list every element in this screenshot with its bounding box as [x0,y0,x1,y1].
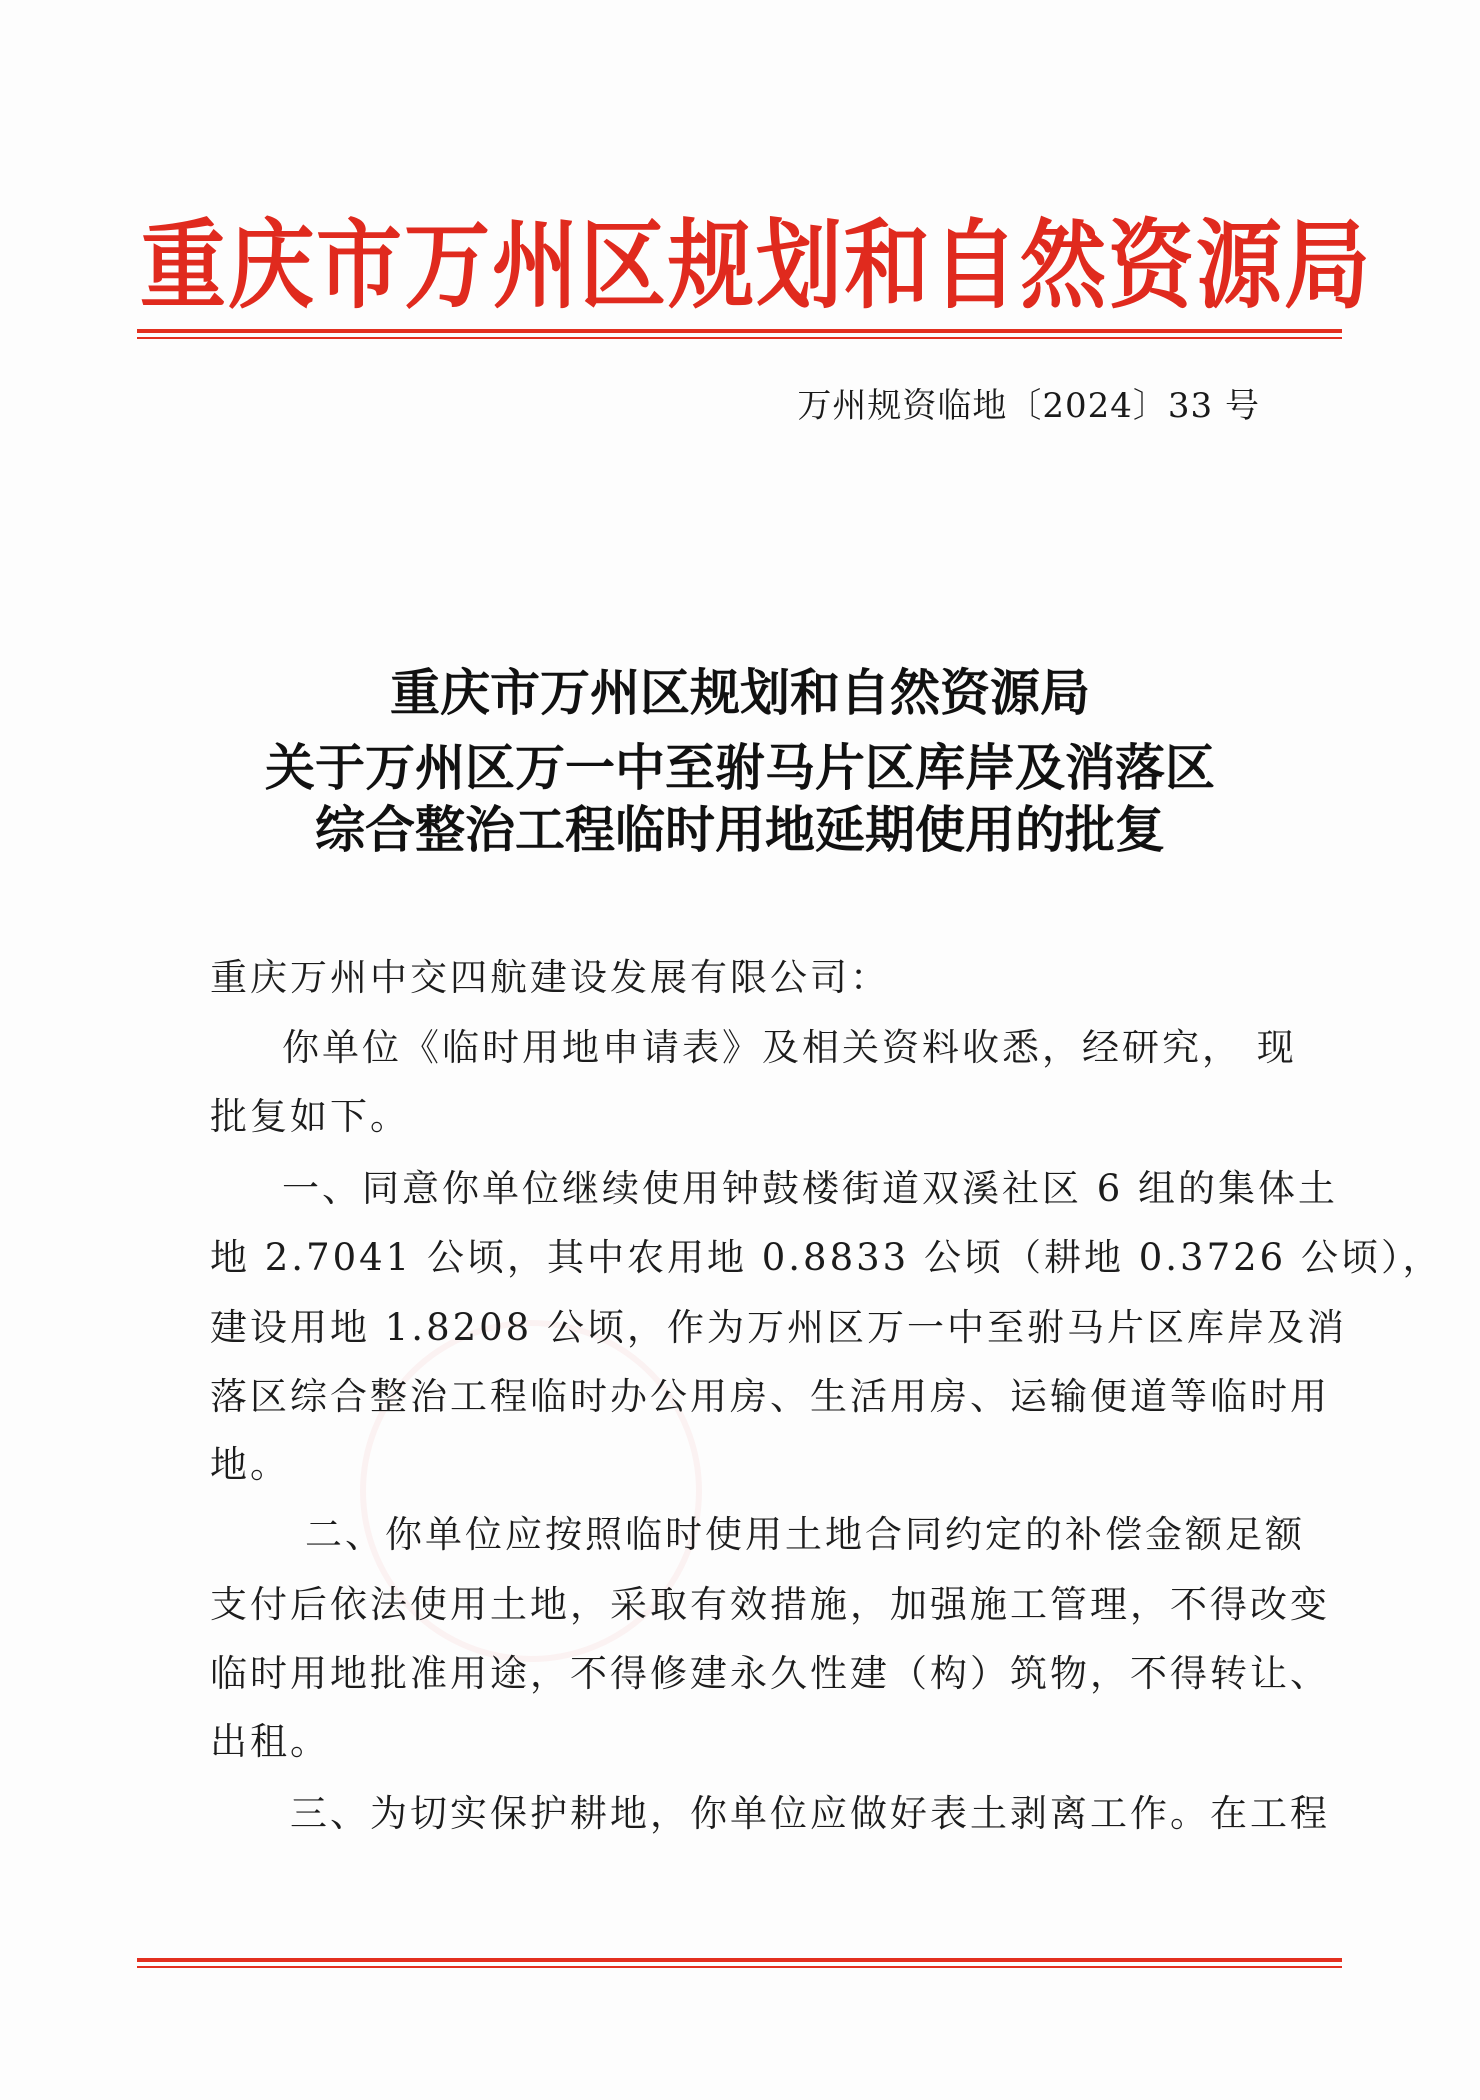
bottom-red-rule-thin [137,1966,1342,1968]
body-line: 一、同意你单位继续使用钟鼓楼街道双溪社区 6 组的集体土 [282,1167,1339,1210]
document-title-line-2: 关于万州区万一中至驸马片区库岸及消落区 [265,738,1215,797]
body-line: 建设用地 1.8208 公顷，作为万州区万一中至驸马片区库岸及消 [210,1306,1347,1349]
body-line: 你单位《临时用地申请表》及相关资料收悉，经研究， 现 [282,1026,1297,1069]
body-line: 地。 [210,1443,290,1486]
bottom-red-rule [137,1958,1342,1962]
body-line: 出租。 [210,1720,330,1763]
body-line: 地 2.7041 公顷，其中农用地 0.8833 公顷（耕地 0.3726 公顷）， [210,1236,1443,1279]
body-line: 批复如下。 [210,1095,410,1138]
letterhead-title: 重庆市万州区规划和自然资源局 [140,210,1372,323]
body-line: 落区综合整治工程临时办公用房、生活用房、运输便道等临时用 [210,1375,1330,1418]
document-title-line-1: 重庆市万州区规划和自然资源局 [390,663,1090,722]
document-title-line-3: 综合整治工程临时用地延期使用的批复 [315,800,1165,859]
top-red-rule-thin [137,337,1342,339]
body-line: 支付后依法使用土地，采取有效措施，加强施工管理，不得改变 [210,1583,1330,1626]
top-red-rule [137,329,1342,333]
body-line: 三、为切实保护耕地，你单位应做好表土剥离工作。在工程 [290,1792,1330,1835]
addressee: 重庆万州中交四航建设发展有限公司： [210,956,890,999]
body-line: 临时用地批准用途，不得修建永久性建（构）筑物，不得转让、 [210,1652,1330,1695]
body-line: 二、你单位应按照临时使用土地合同约定的补偿金额足额 [305,1513,1305,1556]
document-number: 万州规资临地〔2024〕33 号 [797,386,1260,426]
